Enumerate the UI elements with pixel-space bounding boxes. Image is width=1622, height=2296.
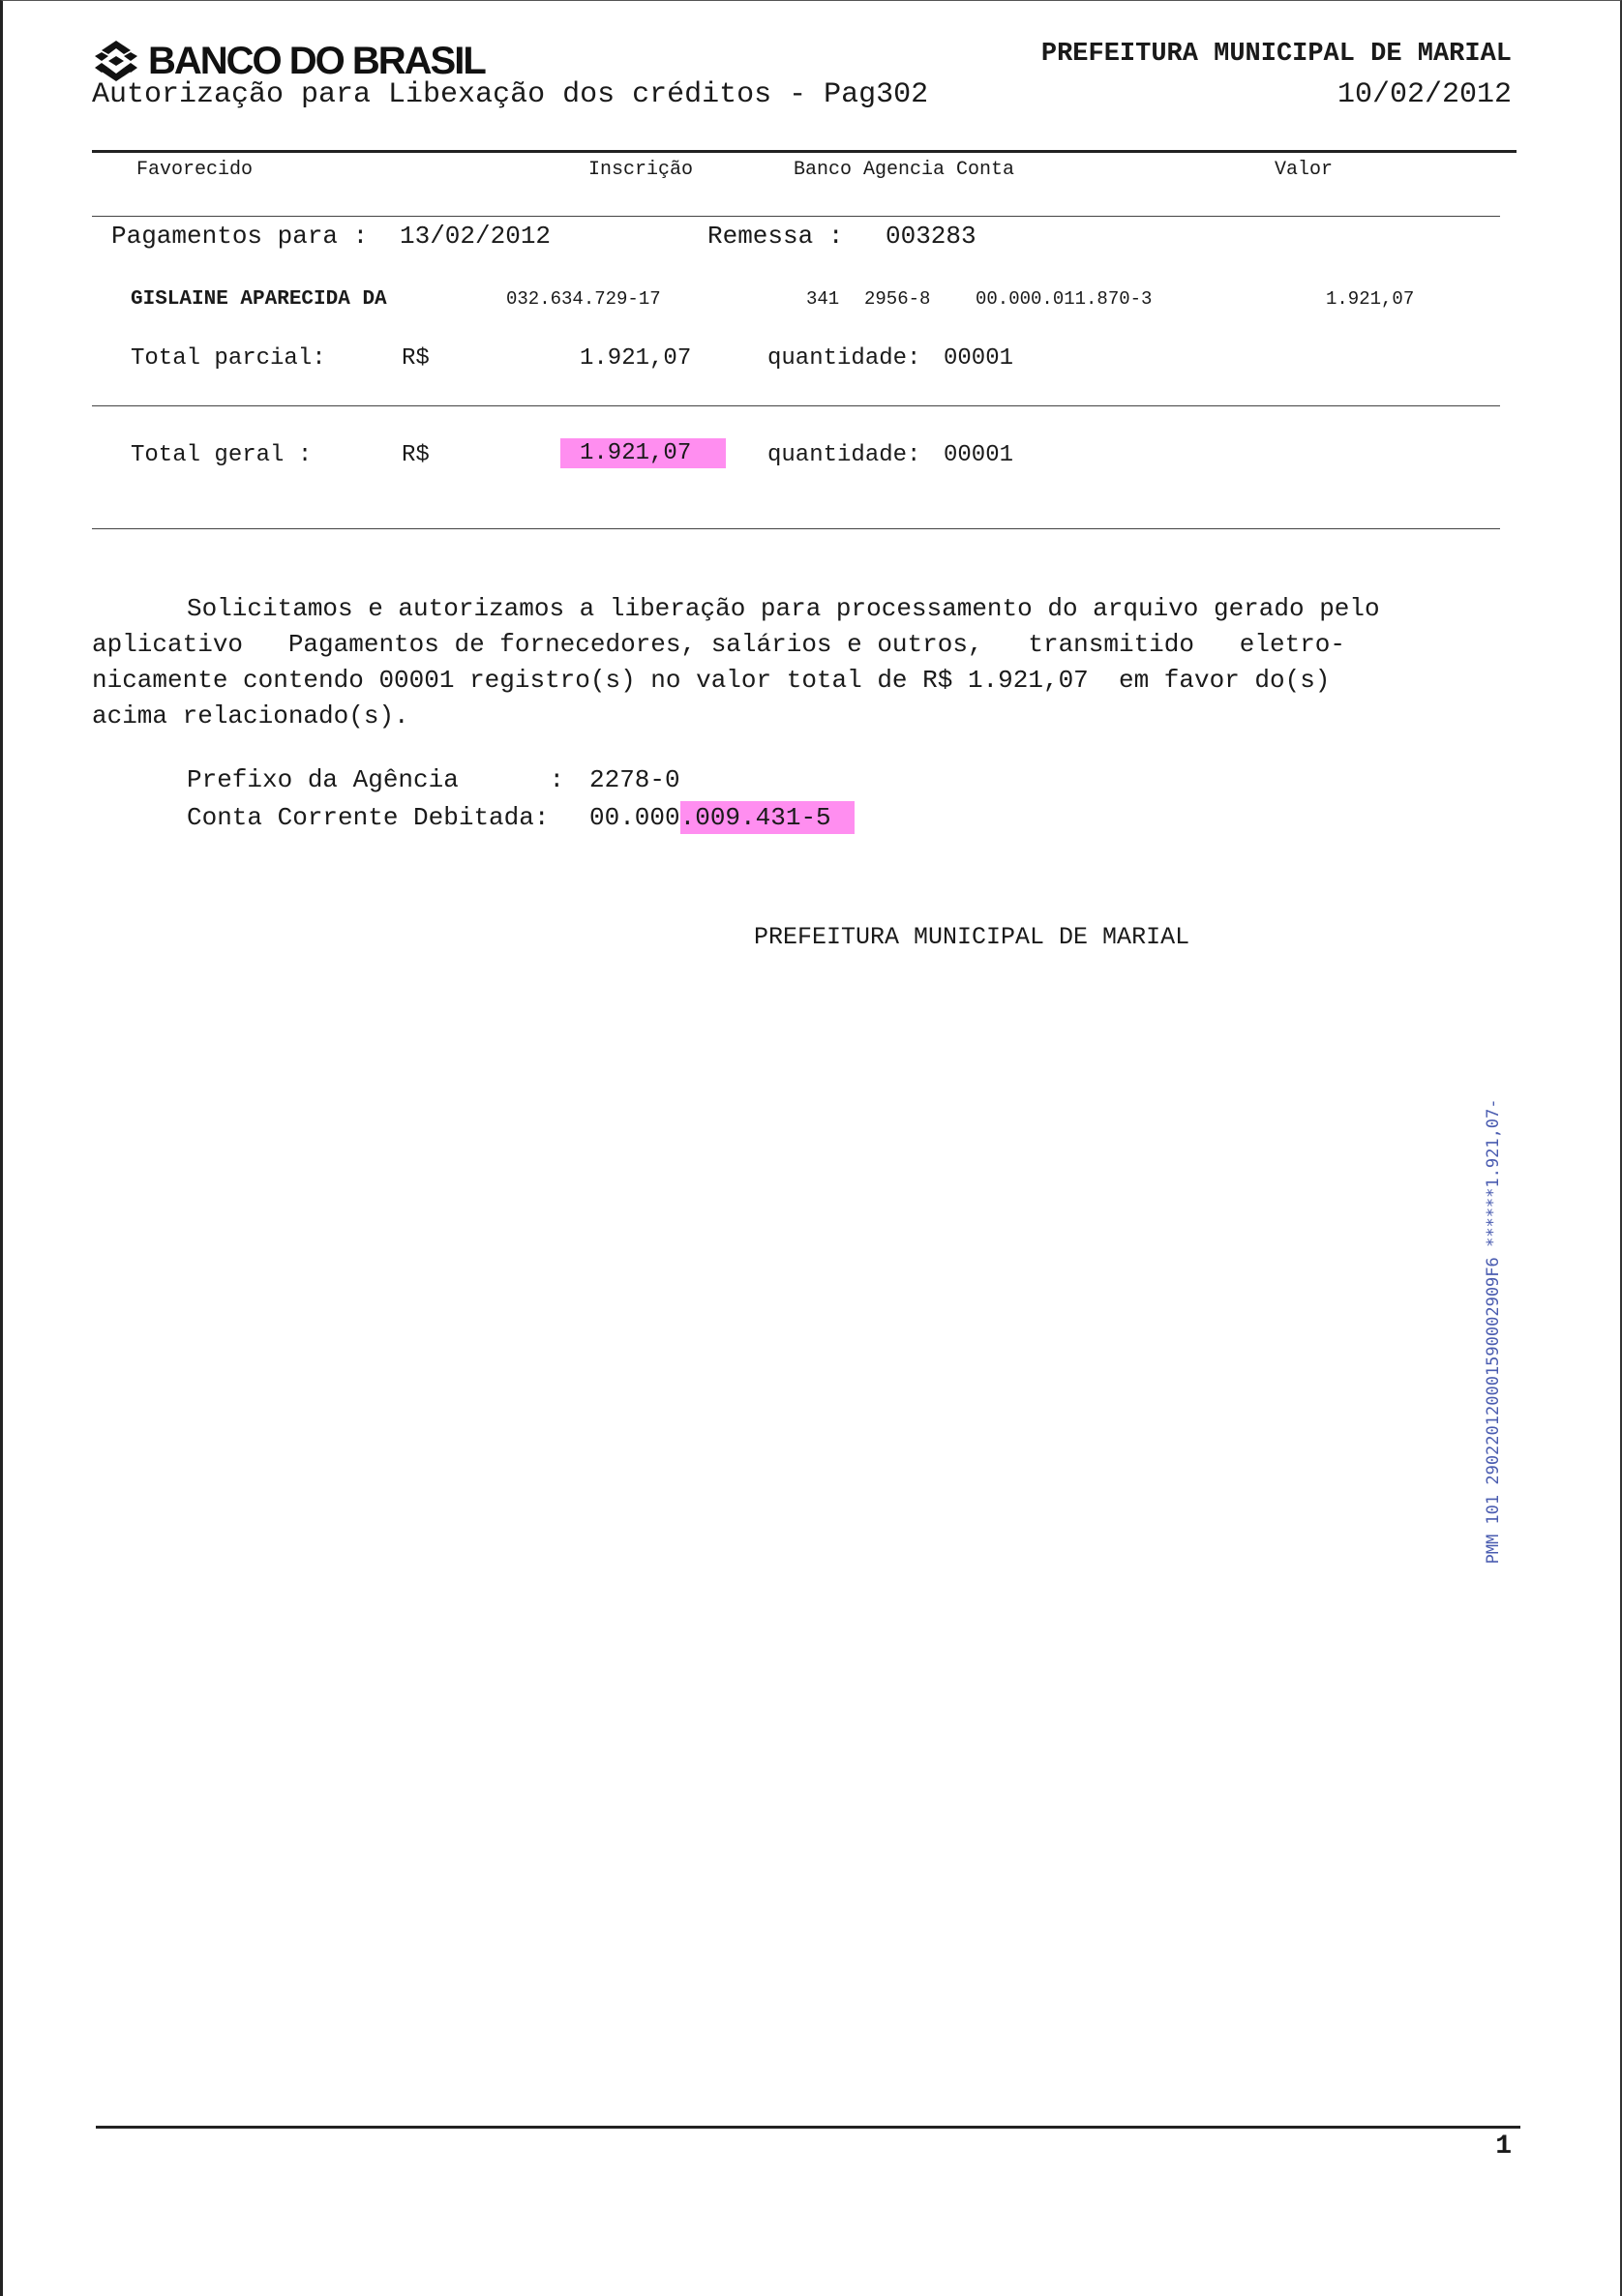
grand-qty-label: quantidade: — [767, 442, 921, 468]
header-divider — [92, 150, 1517, 153]
row-inscricao: 032.634.729-17 — [506, 288, 661, 310]
grand-total-highlight: 1.921,07 — [560, 438, 726, 468]
paragraph-line-3: nicamente contendo 00001 registro(s) no valor total de R$ 1.921,07 em favor do(s) — [92, 666, 1331, 695]
payment-date: 13/02/2012 — [400, 222, 552, 251]
grand-total-value — [560, 440, 726, 466]
row-agencia: 2956-8 — [864, 288, 931, 310]
header-entity: PREFEITURA MUNICIPAL DE MARIAL — [1040, 40, 1512, 69]
paragraph-line-2: aplicativo Pagamentos de fornecedores, salários e outros, transmitido eletro- — [92, 630, 1346, 659]
columns-divider — [92, 216, 1500, 217]
partial-qty-label: quantidade: — [767, 345, 921, 372]
column-header-inscricao: Inscrição — [588, 159, 694, 181]
bank-name: BANCO DO BRASIL — [148, 39, 485, 82]
partial-total-value: 1.921,07 — [580, 345, 692, 372]
signature-entity: PREFEITURA MUNICIPAL DE MARIAL — [754, 923, 1190, 951]
debited-account-value — [589, 803, 855, 832]
footer-divider — [96, 2126, 1520, 2129]
partial-total-label: Total parcial: — [131, 345, 326, 372]
banco-do-brasil-logo-icon — [92, 39, 140, 83]
document-date: 10/02/2012 — [1337, 78, 1512, 111]
agency-prefix-value: 2278-0 — [589, 765, 680, 794]
debited-account-label: Conta Corrente Debitada: — [187, 803, 550, 832]
row-favorecido: GISLAINE APARECIDA DA — [131, 288, 387, 311]
partial-qty-value: 00001 — [944, 345, 1014, 372]
grand-total-label: Total geral : — [131, 442, 313, 468]
paragraph-line-4: acima relacionado(s). — [92, 701, 409, 731]
column-header-valor: Valor — [1275, 159, 1334, 181]
page-number: 1 — [1495, 2132, 1512, 2162]
payment-date-label: Pagamentos para : — [111, 222, 369, 251]
bank-logo — [92, 38, 485, 84]
row-conta: 00.000.011.870-3 — [976, 288, 1153, 310]
column-header-favorecido: Favorecido — [136, 159, 254, 181]
totals-divider — [92, 528, 1500, 529]
paragraph-line-1: Solicitamos e autorizamos a liberação para processamento do arquivo gerado pelo — [187, 594, 1380, 623]
row-banco: 341 — [806, 288, 840, 310]
debited-account-highlight: .009.431-5 — [680, 801, 855, 834]
document-title: Autorização para Libexação dos créditos - Pag302 — [92, 78, 929, 111]
partial-total-currency: R$ — [402, 345, 430, 372]
agency-prefix-label: Prefixo da Agência : — [187, 765, 565, 794]
remessa-label: Remessa : — [707, 222, 844, 251]
authentication-stamp — [1464, 1098, 1522, 1565]
grand-qty-value: 00001 — [944, 442, 1014, 468]
grand-total-currency: R$ — [402, 442, 430, 468]
partial-divider — [92, 405, 1500, 406]
debited-account-prefix: 00.000 — [589, 803, 680, 832]
remessa-value: 003283 — [886, 222, 976, 251]
row-valor: 1.921,07 — [1326, 288, 1415, 310]
authentication-stamp-text: PMM 101 290220120001590002909F6 ******1.921,07- — [1484, 1098, 1503, 1565]
column-header-banco-agencia-conta: Banco Agencia Conta — [794, 159, 1015, 181]
